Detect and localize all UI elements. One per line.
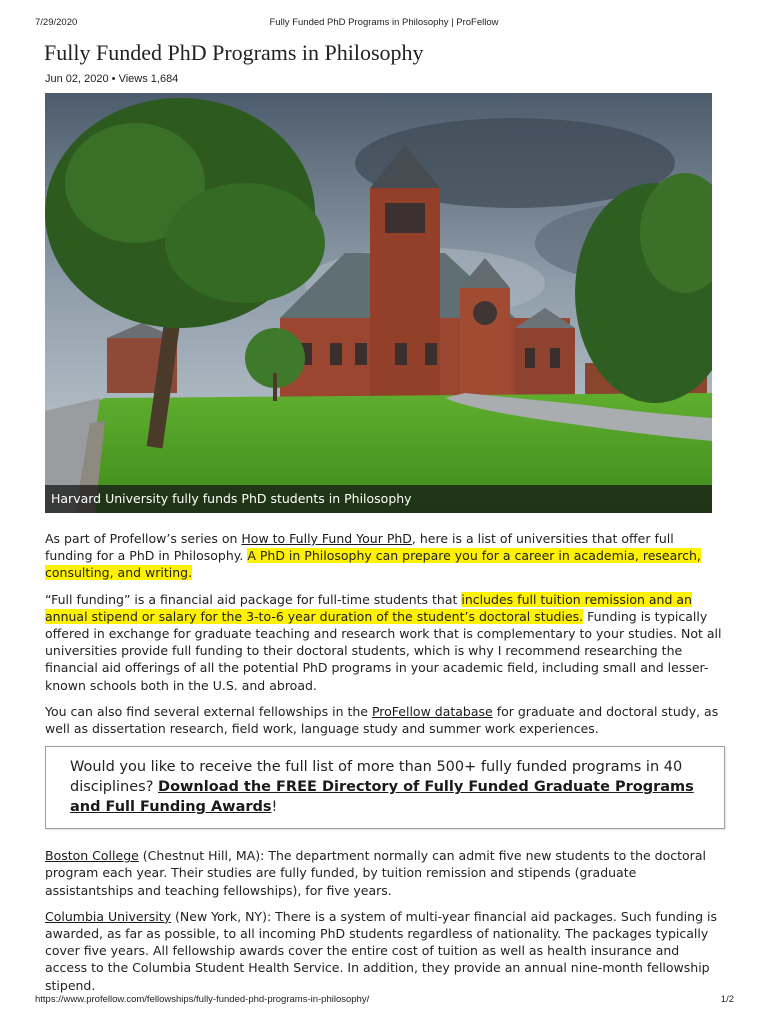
full-funding-paragraph: “Full funding” is a financial aid package for full-time students that includes full tuition remission and an annual stipend or salary for the 3-to-6 year duration of the student’s doctoral studies. Funding is typically offered in exchange for graduate teaching and research work that is complementary to your studies. Not all universities provide full funding to their doctoral students, which is why I recommend researching the financial aid offerings of all the potential PhD programs in your academic field, including small and lesser-known schools both in the U.S. and abroad. [45, 591, 722, 693]
image-caption: Harvard University fully funds PhD students in Philosophy [45, 485, 712, 513]
print-header [0, 17, 768, 31]
fellowships-paragraph: You can also find several external fellowships in the ProFellow database for graduate and doctoral study, as well as dissertation research, field work, language study and summer work experiences. [45, 703, 719, 737]
directory-callout: Would you like to receive the full list of more than 500+ fully funded programs in 40 disciplines? Download the FREE Directory of Fully Funded Graduate Programs and Full Funding Awards! [45, 746, 725, 829]
program-entry: Columbia University (New York, NY): There is a system of multi-year financial aid packages. Such funding is awarded, as far as possible, to all incoming PhD students regardless of nationality. The packages typically cover five years. All fellowship awards cover the entire cost of tuition as well as health insurance and access to the Columbia Student Health Service. In addition, they provide an annual nine-month fellowship stipend. [45, 908, 717, 993]
harvard-hall-illustration [45, 93, 712, 513]
article-body [45, 530, 725, 1003]
highlighted-text: A PhD in Philosophy can prepare you for a career in academia, research, consulting, and writing. [45, 548, 701, 581]
highlighted-text: includes full tuition remission and an annual stipend or salary for the 3-to-6 year duration of the student’s doctoral studies. [45, 591, 692, 624]
page-url: https://www.profellow.com/fellowships/fully-funded-phd-programs-in-philosophy/ [35, 994, 370, 1005]
program-entry: Boston College (Chestnut Hill, MA): The department normally can admit five new students to the doctoral program each year. Their studies are fully funded, by tuition remission and stipends (graduate assistantships and teaching fellowships), for five years. [45, 848, 706, 898]
print-date: 7/29/2020 [35, 17, 78, 28]
article-meta: Jun 02, 2020 • Views 1,684 [45, 73, 179, 85]
print-page-title: Fully Funded PhD Programs in Philosophy | ProFellow [269, 17, 499, 28]
article-title: Fully Funded PhD Programs in Philosophy [44, 40, 424, 65]
page-number: 1/2 [720, 994, 734, 1005]
hero-image [45, 93, 712, 513]
download-directory-link[interactable]: Download the FREE Directory of Fully Funded Graduate Programs and Full Funding Awards [70, 779, 694, 816]
profellow-database-link[interactable]: ProFellow database [371, 703, 493, 719]
intro-paragraph: As part of Profellow’s series on How to Fully Fund Your PhD, here is a list of universities that offer full funding for a PhD in Philosophy. A PhD in Philosophy can prepare you for a career in academia, research, consulting, and writing. [45, 531, 701, 581]
boston-college-link[interactable]: Boston College [45, 848, 139, 864]
columbia-university-link[interactable]: Columbia University [45, 908, 172, 924]
how-to-fund-phd-link[interactable]: How to Fully Fund Your PhD [241, 531, 412, 546]
print-footer [0, 994, 768, 1008]
